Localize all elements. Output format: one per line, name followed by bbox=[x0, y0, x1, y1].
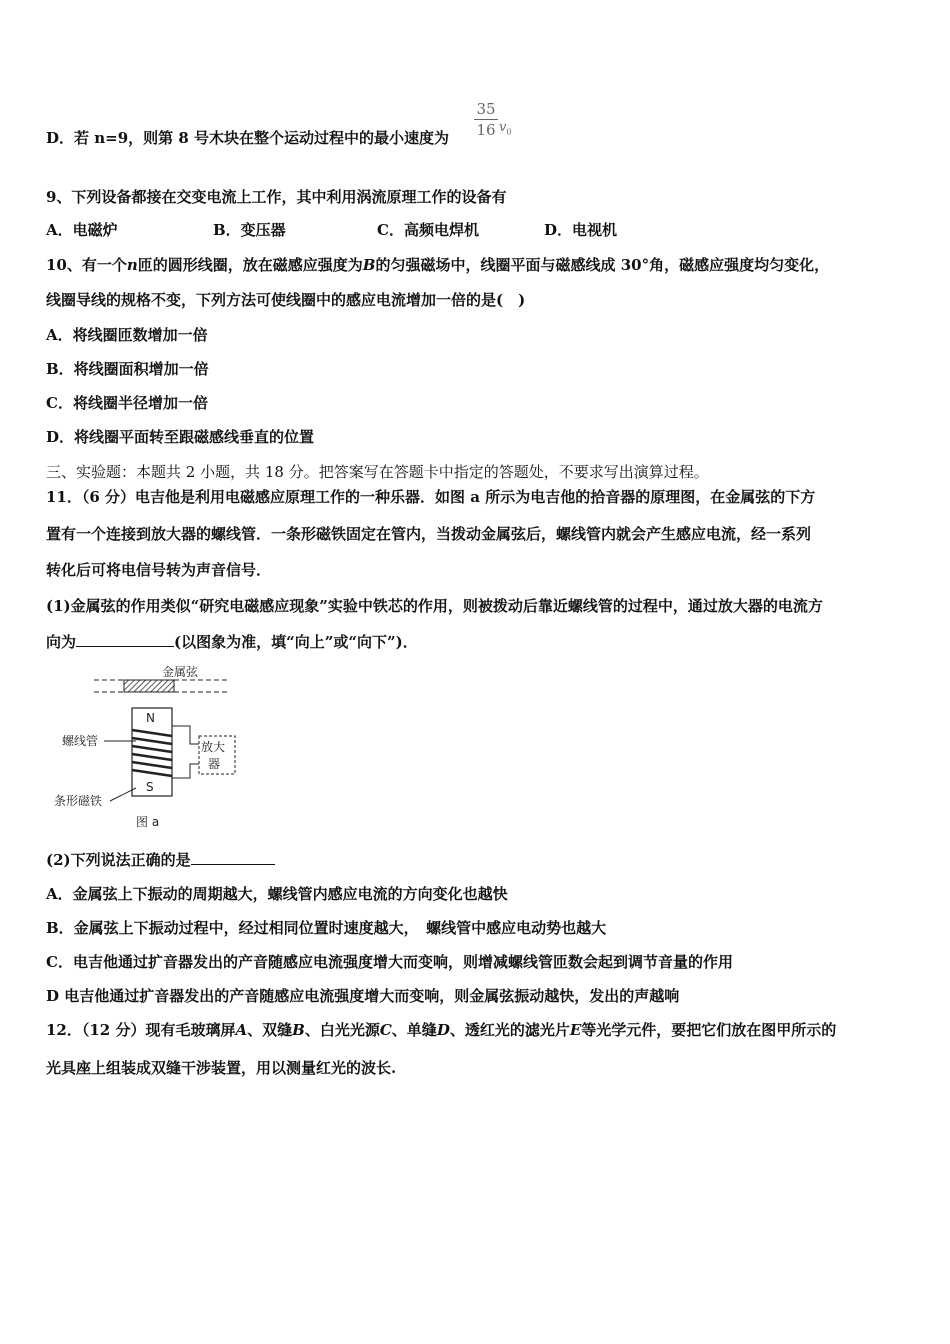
q12-line1 bbox=[46, 1020, 836, 1040]
velocity-v0 bbox=[499, 120, 511, 137]
coil-windings bbox=[132, 730, 172, 776]
q10-option-d: D．将线圈平面转至跟磁感线垂直的位置 bbox=[46, 428, 315, 446]
fraction-35-16 bbox=[474, 100, 498, 139]
fraction-denominator: 16 bbox=[476, 121, 496, 139]
q10-var-b: B bbox=[362, 256, 376, 274]
q11-sub2-option-a: A．金属弦上下振动的周期越大，螺线管内感应电流的方向变化也越快 bbox=[46, 885, 508, 903]
q11-sub1-text: (以图象为准，填“向上”或“向下”)． bbox=[174, 633, 418, 651]
q12-var-b: B bbox=[292, 1021, 305, 1039]
q11-sub1-line2 bbox=[46, 632, 418, 652]
q11-line2: 置有一个连接到放大器的螺线管．一条形磁铁固定在管内，当拨动金属弦后，螺线管内就会产生感应电流，经一系列 bbox=[46, 525, 812, 543]
q11-line3: 转化后可将电信号转为声音信号． bbox=[46, 561, 272, 579]
q12-line2: 光具座上组装成双缝干涉装置，用以测量红光的波长. bbox=[46, 1059, 397, 1077]
q12-var-e: E bbox=[569, 1021, 582, 1039]
figure-caption: 图 a bbox=[136, 815, 160, 829]
q12-text: 、单缝 bbox=[391, 1021, 437, 1039]
q11-line1: 11．（6 分）电吉他是利用电磁感应原理工作的一种乐器．如图 a 所示为电吉他的拾音器的原理图，在金属弦的下方 bbox=[46, 488, 816, 506]
q11-sub2-option-c: C．电吉他通过扩音器发出的产音随感应电流强度增大而变响，则增减螺线管匝数会起到调节音量的作用 bbox=[46, 953, 733, 971]
answer-blank-2[interactable] bbox=[191, 850, 275, 865]
label-n-pole: N bbox=[146, 711, 155, 725]
answer-blank-1[interactable] bbox=[76, 632, 174, 647]
q12-var-a: A bbox=[235, 1021, 248, 1039]
q11-sub2-text: (2)下列说法正确的是 bbox=[46, 851, 191, 869]
q10-var-n: n bbox=[126, 256, 138, 274]
q11-sub2-option-d: D 电吉他通过扩音器发出的产音随感应电流强度增大而变响，则金属弦振动越快，发出的声越响 bbox=[46, 987, 680, 1005]
label-amplifier-1: 放大 bbox=[201, 740, 226, 754]
q10-option-b: B．将线圈面积增加一倍 bbox=[46, 360, 209, 378]
q12-text: 、透红光的滤光片 bbox=[449, 1021, 570, 1039]
label-amplifier-2: 器 bbox=[208, 757, 221, 771]
q12-var-c: C bbox=[379, 1021, 392, 1039]
q12-var-d: D bbox=[436, 1021, 450, 1039]
q11-sub2-option-b: B．金属弦上下振动过程中，经过相同位置时速度越大， 螺线管中感应电动势也越大 bbox=[46, 919, 607, 937]
q11-sub1-line1: (1)金属弦的作用类似“研究电磁感应现象”实验中铁芯的作用，则被拨动后靠近螺线管的过程中，通过放大器的电流方 bbox=[46, 597, 823, 615]
velocity-subscript: 0 bbox=[506, 127, 512, 137]
q9-option-b: B．变压器 bbox=[213, 221, 286, 239]
q9-option-c: C．高频电焊机 bbox=[377, 221, 479, 239]
q11-sub1-text: 向为 bbox=[46, 633, 77, 651]
section-3-heading: 三、实验题：本题共 2 小题，共 18 分。把答案写在答题卡中指定的答题处，不要求写出演算过程。 bbox=[46, 463, 709, 481]
q10-stem-text: 匝的圆形线圈，放在磁感应强度为 bbox=[137, 256, 363, 274]
label-s-pole: S bbox=[146, 780, 154, 794]
amplifier-wires bbox=[172, 726, 199, 778]
metal-string-hatched bbox=[124, 680, 174, 692]
fraction-bar bbox=[474, 119, 498, 120]
q12-text: 12．（12 分）现有毛玻璃屏 bbox=[46, 1021, 236, 1039]
q12-text: 、白光光源 bbox=[304, 1021, 380, 1039]
label-metal-string: 金属弦 bbox=[162, 665, 199, 679]
q9-option-d: D．电视机 bbox=[544, 221, 618, 239]
fraction-numerator: 35 bbox=[476, 100, 496, 118]
q9-stem: 9、下列设备都接在交变电流上工作，其中利用涡流原理工作的设备有 bbox=[46, 188, 507, 206]
q9-option-a: A．电磁炉 bbox=[46, 221, 118, 239]
label-bar-magnet: 条形磁铁 bbox=[54, 794, 103, 808]
q10-stem-line1 bbox=[46, 255, 829, 275]
figure-a-pickup-diagram bbox=[52, 660, 252, 835]
label-coil: 螺线管 bbox=[62, 734, 99, 748]
q11-sub2-stem bbox=[46, 850, 275, 870]
q8-option-d: D．若 n=9，则第 8 号木块在整个运动过程中的最小速度为 bbox=[46, 129, 450, 147]
q10-option-a: A．将线圈匝数增加一倍 bbox=[46, 326, 208, 344]
q12-text: 、双缝 bbox=[247, 1021, 293, 1039]
q10-stem-text: 10、有一个 bbox=[46, 256, 127, 274]
q10-stem-text: 的匀强磁场中，线圈平面与磁感线成 30°角，磁感应强度均匀变化， bbox=[375, 256, 830, 274]
velocity-symbol: v bbox=[499, 120, 507, 135]
q10-option-c: C．将线圈半径增加一倍 bbox=[46, 394, 208, 412]
q12-text: 等光学元件，要把它们放在图甲所示的 bbox=[581, 1021, 837, 1039]
q10-stem-line2: 线圈导线的规格不变，下列方法可使线圈中的感应电流增加一倍的是( ) bbox=[46, 291, 526, 309]
